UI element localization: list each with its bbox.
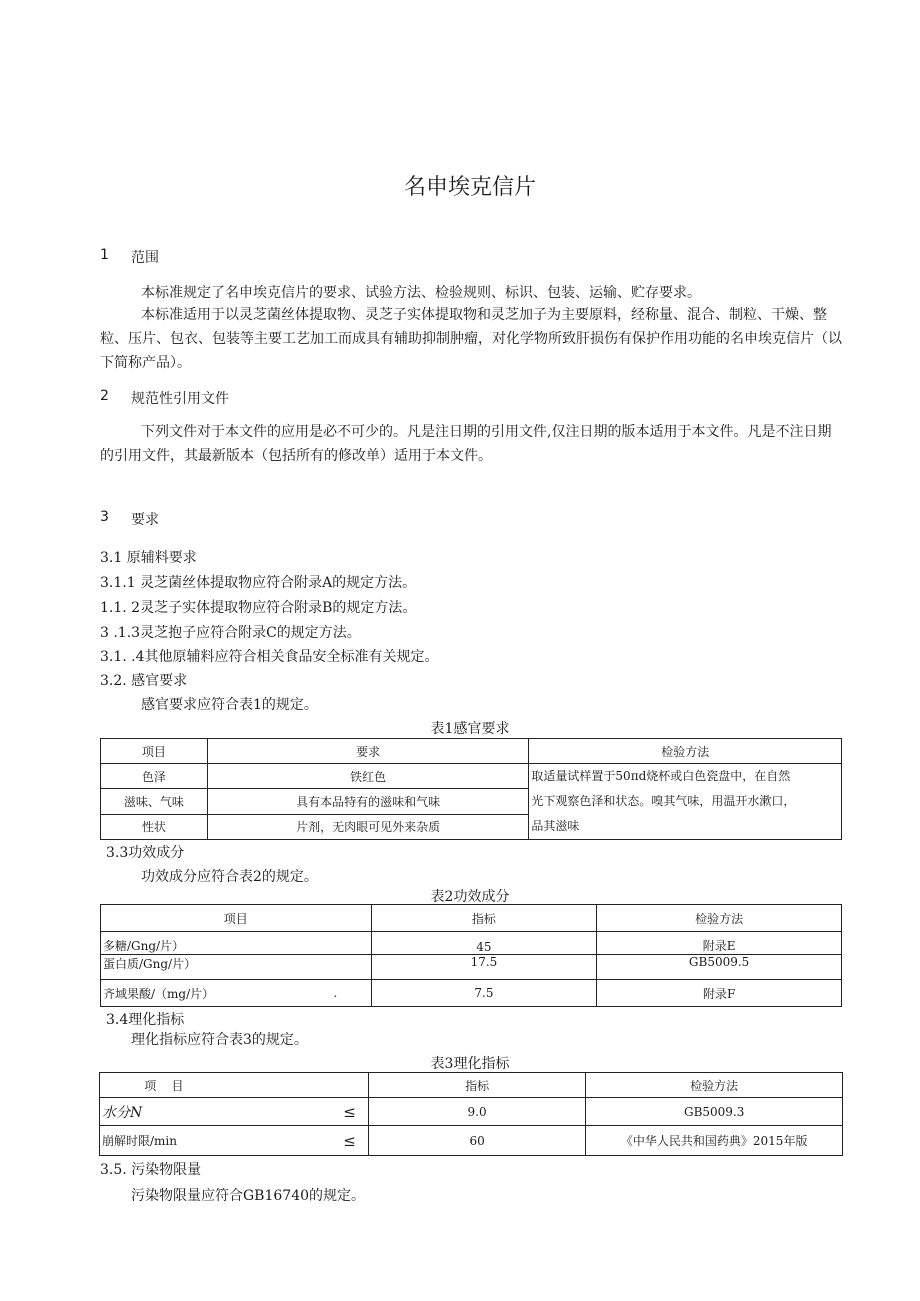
table-1-method-line: 取适量试样置于50πd烧杯或白色瓷盘中，在自然 <box>531 769 791 783</box>
table-3-cell-item: 崩解时限/min <box>100 1126 332 1156</box>
table-2-cell-method: GB5009.5 <box>597 955 842 980</box>
table-3-cell-operator: ≤ <box>331 1098 368 1126</box>
clause-3-4: 3.4理化指标 <box>106 1012 185 1028</box>
table-2-header-item: 项目 <box>101 905 372 932</box>
table-1-header-method: 检验方法 <box>529 739 842 764</box>
table-3-caption: 表3理化指标 <box>430 1056 510 1072</box>
table-1-header-requirement: 要求 <box>207 739 529 764</box>
table-2-caption: 表2功效成分 <box>430 889 510 905</box>
section-1-paragraph-2: 本标准适用于以灵芝菌丝体提取物、灵芝子实体提取物和灵芝加子为主要原料，经称量、混合、制粒、干燥、整粒、压片、包衣、包装等主要工艺加工而成具有辅助抑制肿瘤，对化学物所致肝损伤有保护作用功能的名申埃克信片（以下简称产品）。 <box>100 307 842 371</box>
table-3 <box>99 1072 843 1156</box>
table-2-cell-extra <box>300 932 371 955</box>
section-2-heading: 规范性引用文件 <box>131 391 229 407</box>
table-2-header-method: 检验方法 <box>597 905 842 932</box>
clause-3-5-text: 污染物限量应符合GB16740的规定。 <box>131 1188 366 1204</box>
clause-3-3: 3.3功效成分 <box>106 845 185 861</box>
table-3-cell-operator: ≤ <box>331 1126 368 1156</box>
table-2-cell-method: 附录E <box>597 932 842 955</box>
table-1-cell-item: 滋味、气味 <box>101 789 208 814</box>
table-1-method-line: 品其滋味 <box>531 819 580 833</box>
table-1 <box>100 738 842 840</box>
table-2-cell-item: 多糖/Gng/片） <box>101 932 301 955</box>
table-3-cell-method: 《中华人民共和国药典》2015年版 <box>586 1126 843 1156</box>
table-2-cell-extra <box>300 955 371 980</box>
table-1-cell-method <box>529 764 842 840</box>
table-2-cell-item: 蛋白质/Gng/片） <box>101 955 301 980</box>
document-title: 名申埃克信片 <box>403 175 536 200</box>
clause-3-5: 3.5. 污染物限量 <box>100 1162 202 1178</box>
section-1-heading: 范围 <box>131 250 159 266</box>
clause-3-1-3: 3 .1.3灵芝抱子应符合附录C的规定方法。 <box>100 625 361 641</box>
table-2-cell-method: 附录F <box>597 980 842 1007</box>
table-3-cell-value: 60 <box>368 1126 586 1156</box>
clause-3-1-4: 3.1. .4其他原辅料应符合相关食品安全标准有关规定。 <box>100 649 439 665</box>
table-3-header-value: 指标 <box>368 1073 586 1098</box>
table-2-cell-value: 45 <box>371 932 597 955</box>
table-3-cell-item: 水分N <box>100 1098 332 1126</box>
section-1-paragraph-1: 本标准规定了名申埃克信片的要求、试验方法、检验规则、标识、包装、运输、贮存要求。 <box>141 285 701 301</box>
table-3-header-item: 项 目 <box>100 1073 369 1098</box>
clause-3-2: 3.2. 感官要求 <box>100 673 188 689</box>
clause-3-1-2: 1.1. 2灵芝子实体提取物应符合附录B的规定方法。 <box>100 600 417 616</box>
table-1-cell-item: 色泽 <box>101 764 208 789</box>
clause-3-4-text: 理化指标应符合表3的规定。 <box>131 1032 308 1048</box>
clause-3-2-text: 感官要求应符合表1的规定。 <box>141 697 318 713</box>
table-1-cell-item: 性状 <box>101 814 208 839</box>
table-1-header-item: 项目 <box>101 739 208 764</box>
table-1-cell-requirement: 铁红色 <box>207 764 529 789</box>
table-3-cell-method: GB5009.3 <box>586 1098 843 1126</box>
table-2-cell-value: 7.5 <box>371 980 597 1007</box>
table-1-cell-requirement: 片剂，无肉眼可见外来杂质 <box>207 814 529 839</box>
table-2-cell-extra: . <box>300 980 371 1007</box>
table-3-header-method: 检验方法 <box>586 1073 843 1098</box>
section-3-heading: 要求 <box>131 512 159 528</box>
table-2-cell-value: 17.5 <box>371 955 597 980</box>
clause-3-3-text: 功效成分应符合表2的规定。 <box>141 869 318 885</box>
table-1-cell-requirement: 具有本品特有的滋味和气味 <box>207 789 529 814</box>
clause-3-1: 3.1 原辅料要求 <box>100 550 197 566</box>
table-1-caption: 表1感官要求 <box>430 721 510 737</box>
table-2-header-value: 指标 <box>371 905 597 932</box>
table-2-cell-item: 齐域果酸/（mg/片） <box>101 980 301 1007</box>
section-2-number: 2 <box>100 388 109 404</box>
clause-3-1-1: 3.1.1 灵芝菌丝体提取物应符合附录A的规定方法。 <box>100 575 417 591</box>
table-2 <box>100 904 842 1007</box>
table-3-cell-value: 9.0 <box>368 1098 586 1126</box>
section-1-number: 1 <box>100 247 109 263</box>
table-1-method-line: 光下观察色泽和状态。嗅其气味，用温开水漱口， <box>531 794 796 808</box>
section-2-paragraph: 下列文件对于本文件的应用是必不可少的。凡是注日期的引用文件,仅注日期的版本适用于本文件。凡是不注日期的引用文件，其最新版本（包括所有的修改单）适用于本文件。 <box>100 424 832 464</box>
section-3-number: 3 <box>100 509 109 525</box>
